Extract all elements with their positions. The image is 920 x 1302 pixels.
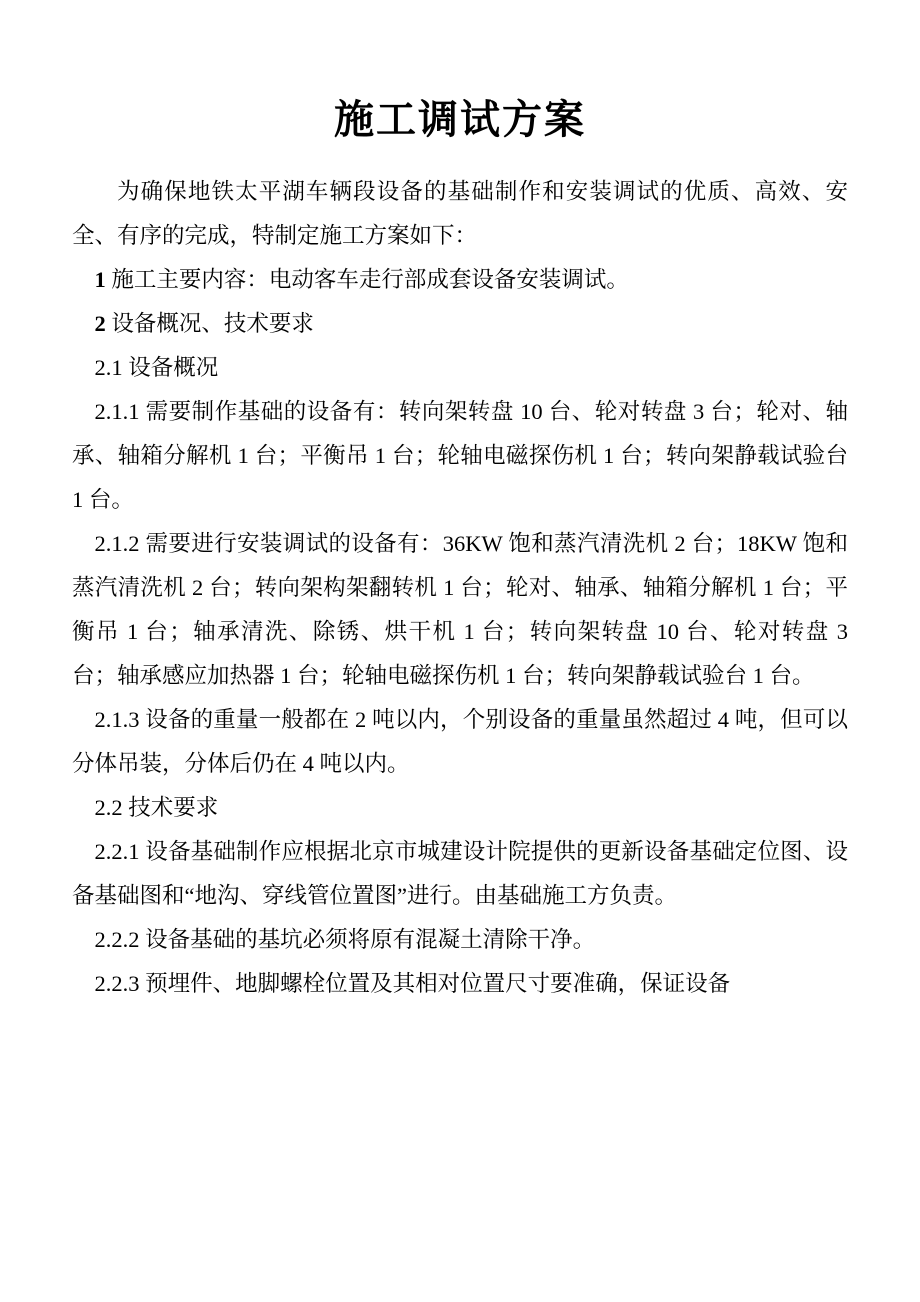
paragraph-text: 设备概况、技术要求 <box>111 311 314 336</box>
document-body <box>72 170 848 1006</box>
paragraph-section-1 <box>72 258 848 302</box>
paragraph-text: 为确保地铁太平湖车辆段设备的基础制作和安装调试的优质、高效、安全、有序的完成，特制定施工方案如下： <box>72 179 848 248</box>
paragraph-section-2-1-3 <box>72 698 848 786</box>
paragraph-text: 2.1.2 需要进行安装调试的设备有：36KW 饱和蒸汽清洗机 2 台；18KW 饱和蒸汽清洗机 2 台；转向架构架翻转机 1 台；轮对、轴承、轴箱分解机 1 台；平衡吊 1 台；轴承清洗、除锈、烘干机 1 台；转向架转盘 10 台、轮对转盘 3 台；轴承感应加热器 1 台；轮轴电磁探伤机 1 台；转向架静载试验台 1 台。 <box>72 531 848 688</box>
paragraph-section-2-1-1 <box>72 390 848 522</box>
paragraph-text: 2.2.3 预埋件、地脚螺栓位置及其相对位置尺寸要准确，保证设备 <box>94 971 731 996</box>
paragraph-text: 2.1 设备概况 <box>94 355 219 380</box>
paragraph-section-2-2 <box>72 786 848 830</box>
paragraph-text: 2.2.1 设备基础制作应根据北京市城建设计院提供的更新设备基础定位图、设备基础图和“地沟、穿线管位置图”进行。由基础施工方负责。 <box>72 839 848 908</box>
paragraph-number: 2 <box>94 311 106 336</box>
paragraph-text: 2.1.1 需要制作基础的设备有：转向架转盘 10 台、轮对转盘 3 台；轮对、轴承、轴箱分解机 1 台；平衡吊 1 台；轮轴电磁探伤机 1 台；转向架静载试验台 1 台。 <box>72 399 848 512</box>
paragraph-section-2-2-1 <box>72 830 848 918</box>
paragraph-text: 施工主要内容：电动客车走行部成套设备安装调试。 <box>111 267 629 292</box>
paragraph-section-2-1-2 <box>72 522 848 698</box>
paragraph-text: 2.2.2 设备基础的基坑必须将原有混凝土清除干净。 <box>94 927 596 952</box>
paragraph-text: 2.1.3 设备的重量一般都在 2 吨以内，个别设备的重量虽然超过 4 吨，但可以分体吊装，分体后仍在 4 吨以内。 <box>72 707 848 776</box>
paragraph-section-2-1 <box>72 346 848 390</box>
paragraph-section-2 <box>72 302 848 346</box>
page-title: 施工调试方案 <box>334 97 586 143</box>
paragraph-intro <box>72 170 848 258</box>
paragraph-text: 2.2 技术要求 <box>94 795 219 820</box>
paragraph-section-2-2-3 <box>72 962 848 1006</box>
paragraph-section-2-2-2 <box>72 918 848 962</box>
paragraph-number: 1 <box>94 267 106 292</box>
